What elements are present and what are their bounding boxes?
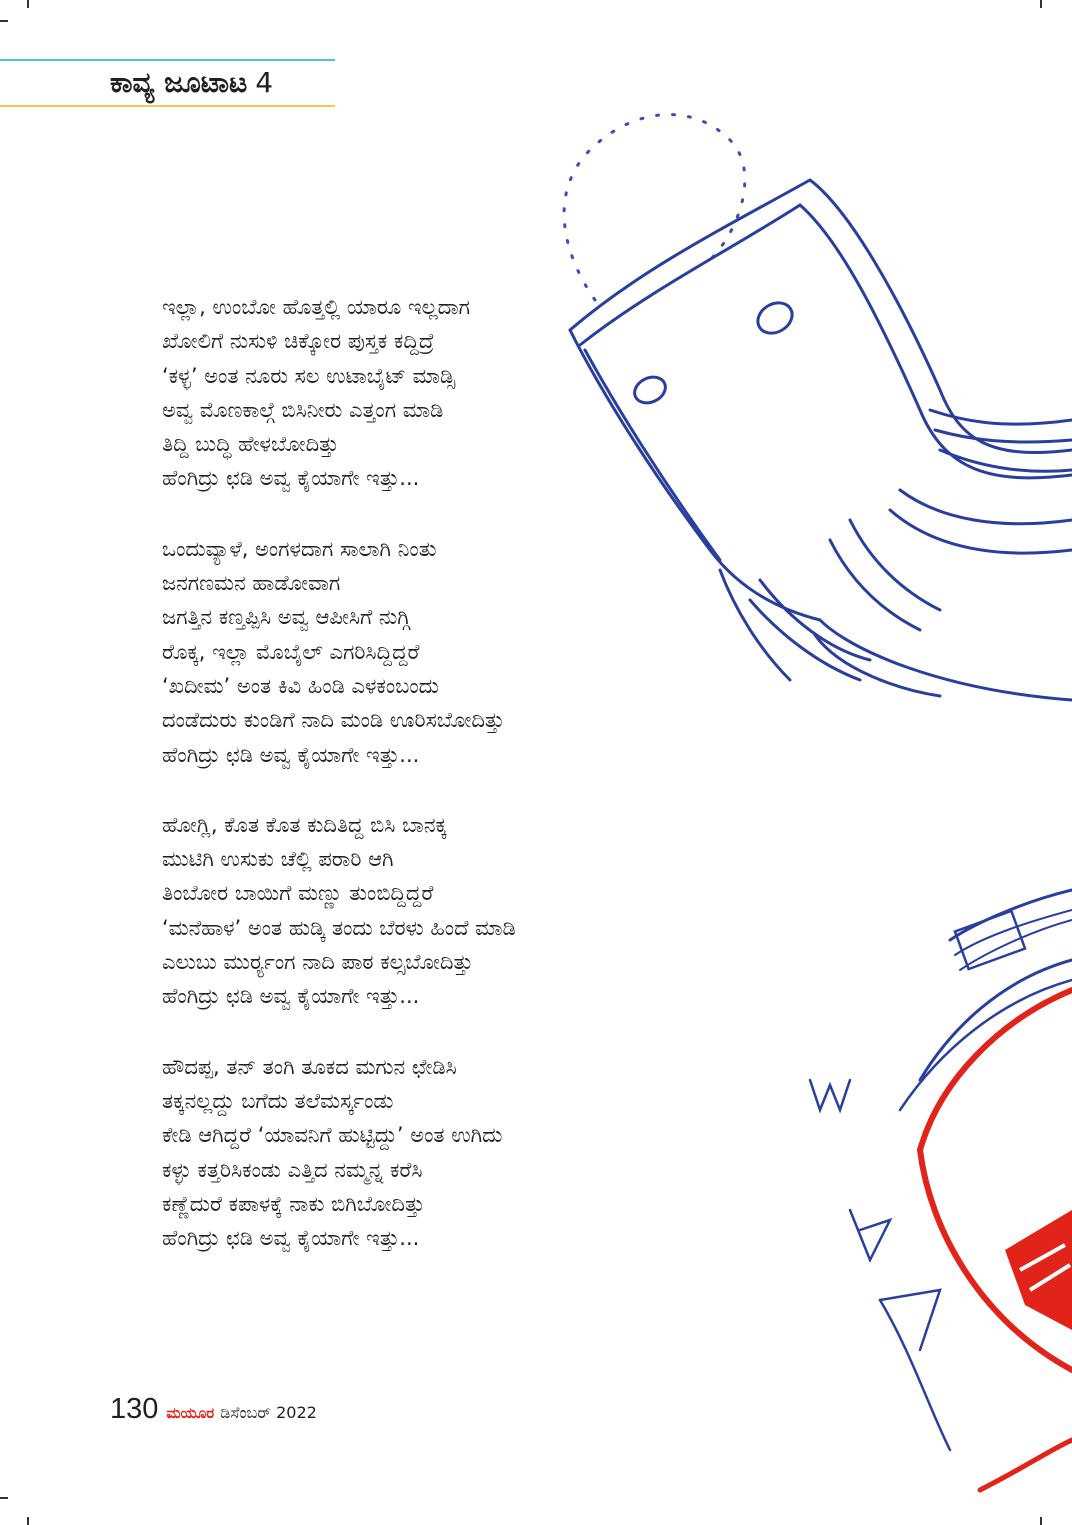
poem-stanza [162, 290, 682, 496]
poem-line: ತಿದ್ದಿ ಬುದ್ಧಿ ಹೇಳಬೋದಿತ್ತು [162, 432, 339, 457]
poem-line: ‘ಖದೀಮ’ ಅಂತ ಕಿವಿ ಹಿಂಡಿ ಎಳಕಂಬಂದು [162, 673, 439, 698]
poem-line: ಕಣ್ಣೆದುರೆ ಕಪಾಳಕ್ಕೆ ನಾಕು ಬಿಗಿಬೋದಿತ್ತು [162, 1191, 425, 1216]
poem-line: ‘ಮನೆಹಾಳ’ ಅಂತ ಹುಡ್ಕಿ ತಂದು ಬೆರಳು ಹಿಂದೆ ಮಾಡಿ [162, 915, 516, 940]
poem-line: ಒಂದುವ್ಯಾಳೆ, ಅಂಗಳದಾಗ ಸಾಲಾಗಿ ನಿಂತು [162, 536, 437, 561]
poem-body [162, 290, 682, 1291]
poem-stanza [162, 1050, 682, 1256]
section-title [110, 66, 273, 100]
crop-mark-top-right [1040, 0, 1042, 8]
poem-line: ಎಲುಬು ಮುರ್ರ್ಯಂಗ ನಾದಿ ಪಾಠ ಕಲ್ಸಬೋದಿತ್ತು [162, 950, 474, 975]
poem-line: ಖೋಲಿಗೆ ನುಸುಳಿ ಚಿಕ್ಕೋರ ಪುಸ್ತಕ ಕದ್ದಿದ್ರೆ [162, 329, 435, 354]
section-title-text: ಕಾವ್ಯ ಜೂಟಾಟ [110, 66, 248, 99]
poem-line: ಹೆಂಗಿದ್ರು ಛಡಿ ಅವ್ವ ಕೈಯಾಗೇ ಇತ್ತು... [162, 984, 420, 1009]
page-footer [110, 1393, 317, 1426]
poem-line: ತಿಂಬೋರ ಬಾಯಿಗೆ ಮಣ್ಣು ತುಂಬಿದ್ದಿದ್ದರೆ [162, 881, 434, 906]
poem-line: ಕಳ್ಳು ಕತ್ತರಿಸಿಕಂಡು ಎತ್ತಿದ ನಮ್ಮನ್ನ ಕರೆಸಿ [162, 1157, 423, 1182]
section-number: 4 [255, 66, 274, 99]
poem-line: ಹೆಂಗಿದ್ರು ಛಡಿ ಅವ್ವ ಕೈಯಾಗೇ ಇತ್ತು... [162, 1226, 420, 1251]
crop-mark-left-top [0, 20, 8, 22]
poem-line: ಇಲ್ಲಾ, ಉಂಬೋ ಹೊತ್ತಲ್ಲಿ ಯಾರೂ ಇಲ್ಲದಾಗ [162, 295, 471, 319]
magazine-logo: ಮಯೂರ [166, 1404, 215, 1422]
illustration-stadium-sketch [780, 850, 1072, 1525]
poem-line: ಜನಗಣಮನ ಹಾಡೋವಾಗ [162, 571, 341, 596]
poem-line: ಮುಟಿಗಿ ಉಸುಕು ಚೆಲ್ಲಿ ಪರಾರಿ ಆಗಿ [162, 847, 394, 872]
poem-line: ಕೇಡಿ ಆಗಿದ್ದರೆ ‘ಯಾವನಿಗೆ ಹುಟ್ಟಿದ್ದು’ ಅಂತ ಉಗಿದು [162, 1123, 503, 1148]
poem-line: ‘ಕಳ್ಳ’ ಅಂತ ನೂರು ಸಲ ಉಟಾಬೈಟ್ ಮಾಡ್ಸಿ [162, 363, 456, 388]
poem-line: ತಕ್ಕನಲ್ಲದ್ದು ಬಗೆದು ತಲೆಮರ್ಸ್ಕಂಡು [162, 1088, 394, 1113]
poem-line: ಜಗತ್ತಿನ ಕಣ್ತಪ್ಪಿಸಿ ಅವ್ವ ಆಪೀಸಿಗೆ ನುಗ್ಗಿ [162, 605, 410, 630]
poem-line: ದಂಡೆದುರು ಕುಂಡಿಗೆ ನಾದಿ ಮಂಡಿ ಊರಿಸಬೋದಿತ್ತು [162, 708, 505, 733]
poem-line: ಹೆಂಗಿದ್ರು ಛಡಿ ಅವ್ವ ಕೈಯಾಗೇ ಇತ್ತು... [162, 466, 420, 491]
poem-stanza [162, 532, 682, 772]
poem-stanza [162, 808, 682, 1014]
crop-mark-left-bottom [0, 1497, 8, 1499]
issue-date: ಡಿಸೆಂಬರ್ 2022 [220, 1403, 317, 1422]
header-rule-top [0, 59, 335, 61]
crop-mark-top-left [27, 0, 29, 8]
poem-line: ರೊಕ್ಕ, ಇಲ್ಲಾ ಮೊಬೈಲ್ ಎಗರಿಸಿದ್ದಿದ್ದರೆ [162, 639, 420, 664]
crop-mark-bottom-left [27, 1517, 29, 1525]
poem-line: ಹೋಗ್ಲಿ, ಕೊತ ಕೊತ ಕುದಿತಿದ್ದ ಬಿಸಿ ಬಾನಕ್ಕ [162, 812, 447, 837]
page-number: 130 [110, 1393, 159, 1425]
poem-line: ಹೌದಪ್ಪ, ತನ್ ತಂಗಿ ತೂಕದ ಮಗುನ ಛೇಡಿಸಿ [162, 1054, 457, 1079]
poem-line: ಹೆಂಗಿದ್ರು ಛಡಿ ಅವ್ವ ಕೈಯಾಗೇ ಇತ್ತು... [162, 742, 420, 767]
poem-line: ಅವ್ವ ಮೊಣಕಾಲ್ಗೆ ಬಿಸಿನೀರು ಎತ್ತಂಗ ಮಾಡಿ [162, 397, 444, 422]
header-rule-bottom [0, 105, 335, 107]
